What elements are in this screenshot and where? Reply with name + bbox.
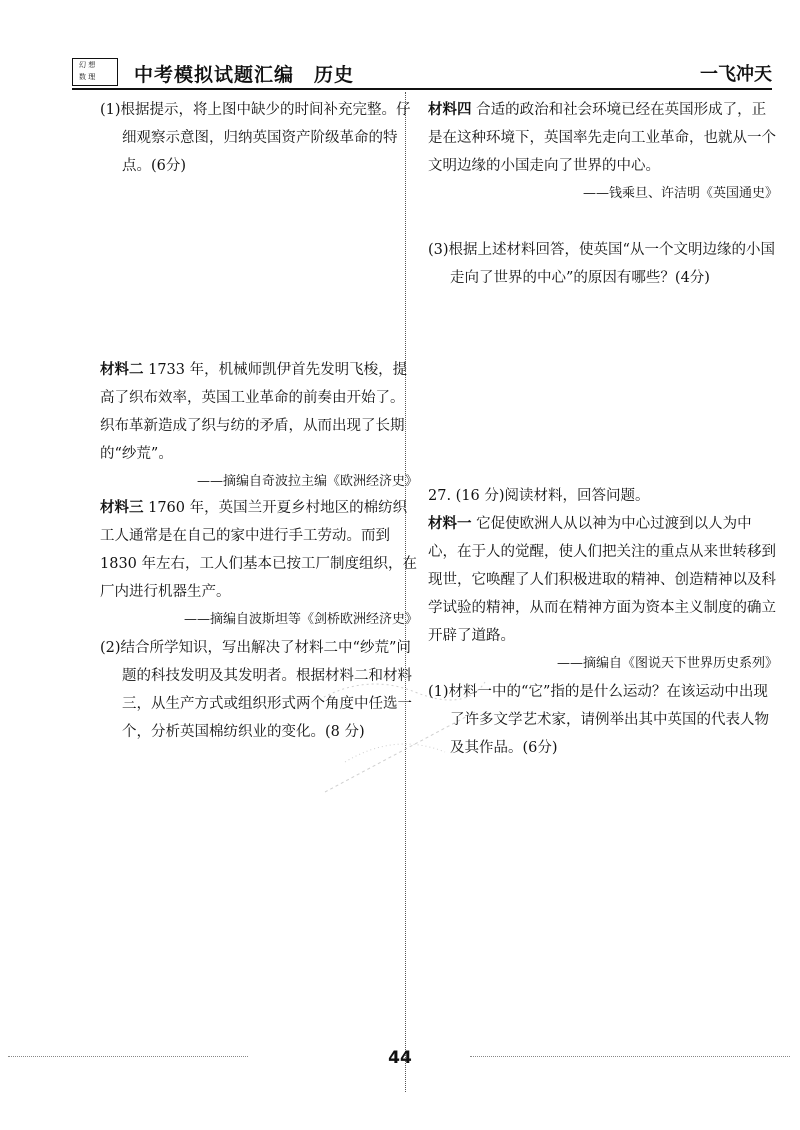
bottom-edge-dots-right <box>470 1056 790 1057</box>
header-rule <box>72 88 772 90</box>
page-title: 中考模拟试题汇编 历史 <box>134 64 355 86</box>
material-3-text: 1760 年，英国兰开夏乡村地区的棉纺织工人通常是在自己的家中进行手工劳动。而到 1830 年左右，工人们基本已按工厂制度组织，在厂内进行机器生产。 <box>100 500 418 600</box>
logo-text-bottom: 数 理 <box>79 73 96 81</box>
material-4-block <box>428 96 778 208</box>
question-27-material-1-label: 材料一 <box>428 515 472 532</box>
question-1-text: (1)根据提示，将上图中缺少的时间补充完整。仔细观察示意图，归纳英国资产阶级革命的特点。(6分) <box>100 102 411 174</box>
page-number: 44 <box>388 1048 412 1068</box>
material-3-paragraph <box>100 494 418 606</box>
page-header <box>72 52 772 90</box>
material-2-text: 1733 年，机械师凯伊首先发明飞梭，提高了织布效率，英国工业革命的前奏由开始了。织布革新造成了织与纺的矛盾，从而出现了长期的“纱荒”。 <box>100 362 408 462</box>
question-27-material-1-source: ——摘编自《图说天下世界历史系列》 <box>556 656 778 671</box>
material-2-block <box>100 356 418 496</box>
question-3-block <box>428 236 778 292</box>
material-3-block <box>100 494 418 634</box>
question-2-text: (2)结合所学知识，写出解决了材料二中“纱荒”问题的科技发明及其发明者。根据材料二和材料三，从生产方式或组织形式两个角度中任选一个，分析英国棉纺织业的变化。(8 分) <box>100 640 412 740</box>
material-2-source: ——摘编自奇波拉主编《欧洲经济史》 <box>196 474 418 489</box>
book-logo-icon <box>72 58 118 86</box>
material-2-label: 材料二 <box>100 361 144 378</box>
question-1-block <box>100 96 418 180</box>
watermark-stamp-icon <box>305 662 495 812</box>
question-27-sub-1: (1)材料一中的“它”指的是什么运动？在该运动中出现了许多文学艺术家，请例举出其中英国的代表人物及其作品。(6分) <box>428 684 769 756</box>
bottom-edge-dots-left <box>8 1056 248 1057</box>
material-4-label: 材料四 <box>428 101 472 118</box>
question-27-header: 27. (16 分)阅读材料，回答问题。 <box>428 488 650 504</box>
material-4-paragraph <box>428 96 778 180</box>
logo-text-top: 幻 想 <box>79 61 96 69</box>
brand-name: 一飞冲天 <box>700 64 772 85</box>
material-2-paragraph <box>100 356 418 468</box>
material-4-text: 合适的政治和社会环境已经在英国形成了，正是在这种环境下，英国率先走向工业革命，也就从一个文明边缘的小国走向了世界的中心。 <box>428 102 776 174</box>
question-3-text: (3)根据上述材料回答，使英国“从一个文明边缘的小国走向了世界的中心”的原因有哪些？(4分) <box>428 242 775 286</box>
material-3-source: ——摘编自波斯坦等《剑桥欧洲经济史》 <box>183 612 418 627</box>
question-27-material-1 <box>428 510 778 650</box>
question-27-material-1-text: 它促使欧洲人从以神为中心过渡到以人为中心，在于人的觉醒，使人们把关注的重点从来世转移到现世，它唤醒了人们积极进取的精神、创造精神以及科学试验的精神，从而在精神方面为资本主义制度的确立开辟了道路。 <box>428 516 776 644</box>
material-4-source: ——钱乘旦、许洁明《英国通史》 <box>582 186 778 201</box>
material-3-label: 材料三 <box>100 499 144 516</box>
